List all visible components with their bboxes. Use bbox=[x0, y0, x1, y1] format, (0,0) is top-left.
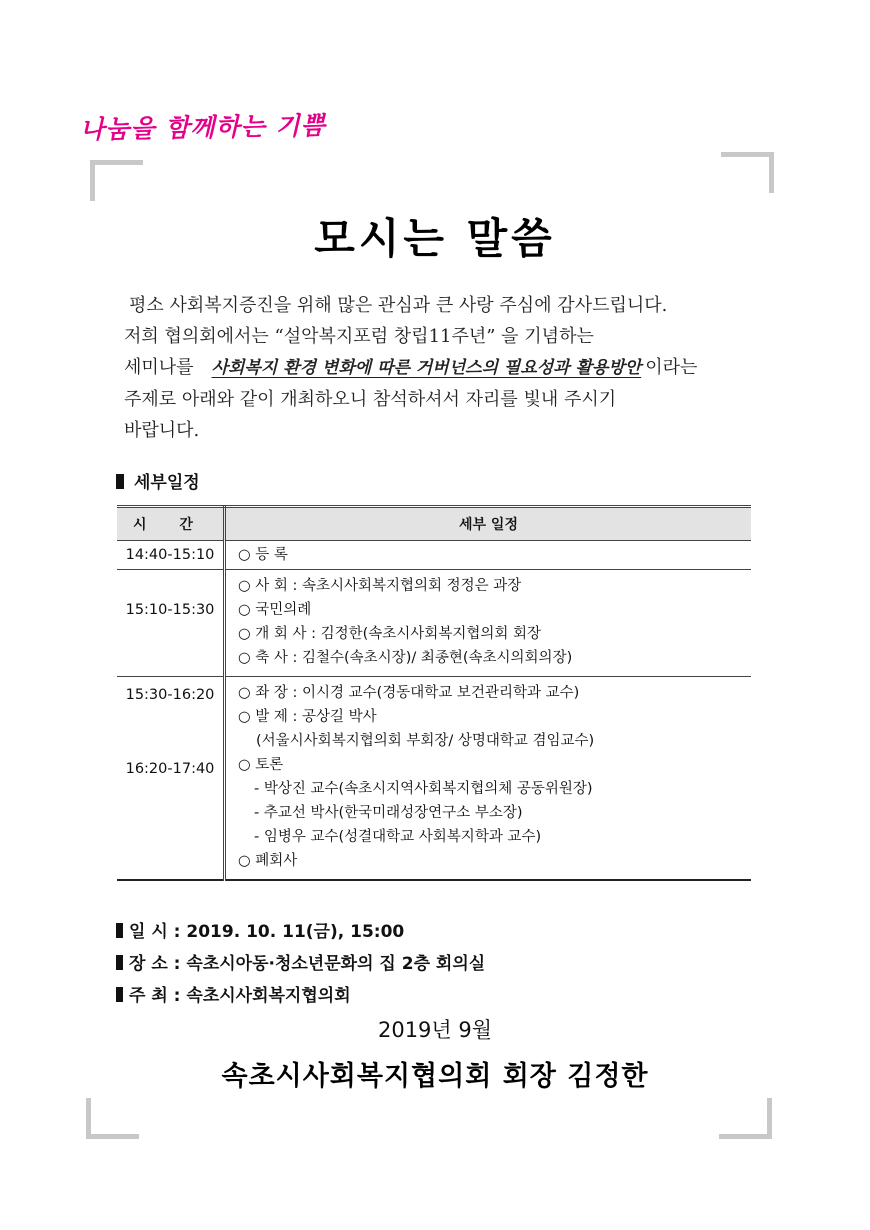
event-host-text: 주 최 : 속초시사회복지협의회 bbox=[129, 986, 351, 1006]
intro-line-3 bbox=[124, 352, 774, 384]
issue-date: 2019년 9월 bbox=[377, 1018, 493, 1042]
schedule-table bbox=[117, 505, 751, 881]
detail-cell bbox=[225, 541, 752, 570]
schedule-item: - 임병우 교수(성결대학교 사회복지학과 교수) bbox=[254, 829, 542, 845]
schedule-item: ○ 사 회 : 속초시사회복지협의회 정정은 과장 bbox=[238, 578, 522, 594]
detail-cell bbox=[225, 677, 752, 881]
table-row bbox=[117, 677, 751, 881]
schedule-item: ○ 토론 bbox=[238, 757, 284, 773]
event-date bbox=[116, 916, 485, 948]
schedule-heading bbox=[116, 468, 200, 493]
schedule-item: ○ 개 회 사 : 김정한(속초시사회복지협의회 회장 bbox=[238, 626, 541, 642]
intro-line-3-prefix: 세미나를 bbox=[124, 357, 194, 378]
intro-line-5: 바랍니다. bbox=[124, 420, 200, 441]
intro-line-4: 주제로 아래와 같이 개최하오니 참석하셔서 자리를 빛내 주시기 bbox=[124, 389, 617, 410]
schedule-item: ○ 등 록 bbox=[238, 547, 288, 563]
detail-cell bbox=[225, 570, 752, 677]
time-cell bbox=[117, 570, 225, 677]
time-label: 16:20-17:40 bbox=[125, 761, 215, 777]
schedule-heading-text: 세부일정 bbox=[134, 473, 200, 493]
corner-decoration-bottom-right bbox=[719, 1098, 772, 1139]
schedule-item: ○ 발 제 : 공상길 박사 bbox=[238, 709, 377, 725]
column-header-detail: 세부 일정 bbox=[225, 507, 752, 541]
intro-line-2: 저희 협의회에서는 “설악복지포럼 창립11주년” 을 기념하는 bbox=[124, 326, 594, 347]
schedule-item: - 박상진 교수(속초시지역사회복지협의체 공동위원장) bbox=[254, 781, 593, 797]
corner-decoration-top-right bbox=[721, 152, 774, 193]
page-title: 모시는 말씀 bbox=[314, 214, 556, 263]
time-label: 15:30-16:20 bbox=[125, 687, 215, 703]
intro-line-1: 평소 사회복지증진을 위해 많은 관심과 큰 사랑 주심에 감사드립니다. bbox=[129, 295, 668, 316]
event-date-text: 일 시 : 2019. 10. 11(금), 15:00 bbox=[129, 922, 405, 942]
time-cell bbox=[117, 677, 225, 881]
time-label: 15:10-15:30 bbox=[125, 602, 215, 618]
event-info bbox=[116, 916, 485, 1012]
event-host bbox=[116, 980, 485, 1012]
table-row bbox=[117, 570, 751, 677]
time-cell: 14:40-15:10 bbox=[117, 541, 225, 570]
tagline: 나눔을 함께하는 기쁨 bbox=[79, 110, 327, 145]
schedule-item: ○ 축 사 : 김철수(속초시장)/ 최종현(속초시의회의장) bbox=[238, 650, 573, 666]
schedule-header-row bbox=[117, 507, 751, 541]
signature: 속초시사회복지협의회 회장 김정한 bbox=[221, 1061, 649, 1092]
corner-decoration-bottom-left bbox=[86, 1098, 139, 1139]
event-place bbox=[116, 948, 485, 980]
schedule-item: ○ 좌 장 : 이시경 교수(경동대학교 보건관리학과 교수) bbox=[238, 685, 580, 701]
table-row bbox=[117, 541, 751, 570]
bullet-square-icon bbox=[116, 474, 124, 489]
bullet-square-icon bbox=[116, 955, 123, 970]
intro-line-3-suffix: 이라는 bbox=[645, 357, 698, 378]
bullet-square-icon bbox=[116, 987, 123, 1002]
schedule-item: ○ 국민의례 bbox=[238, 602, 312, 618]
bullet-square-icon bbox=[116, 923, 123, 938]
event-place-text: 장 소 : 속초시아동·청소년문화의 집 2층 회의실 bbox=[129, 954, 486, 974]
column-header-time: 시 간 bbox=[117, 507, 225, 541]
corner-decoration-top-left bbox=[90, 160, 143, 201]
seminar-topic: 사회복지 환경 변화에 따른 거버넌스의 필요성과 활용방안 bbox=[211, 358, 642, 378]
schedule-item: ○ 폐회사 bbox=[238, 853, 298, 869]
schedule-item: (서울시사회복지협의회 부회장/ 상명대학교 겸임교수) bbox=[256, 733, 595, 749]
invitation-body bbox=[124, 290, 774, 446]
schedule-item: - 추교선 박사(한국미래성장연구소 부소장) bbox=[254, 805, 523, 821]
